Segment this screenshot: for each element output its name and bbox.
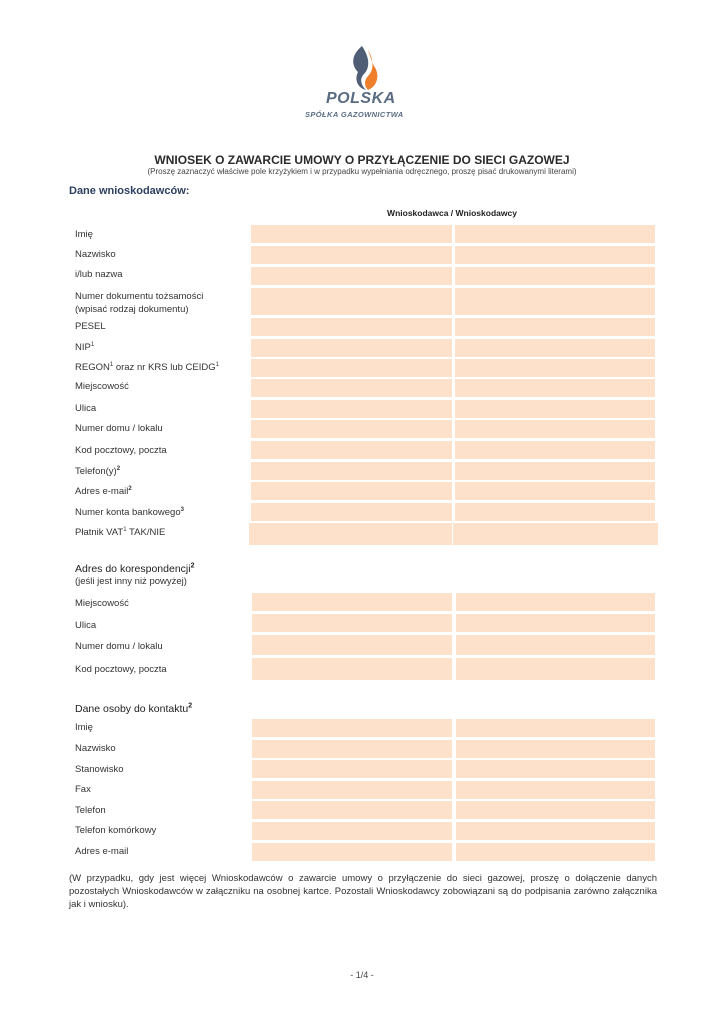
applicant-last-name-field-2[interactable] <box>455 246 655 264</box>
row-label-nip <box>75 341 94 354</box>
corr-row-label-city: Miejscowość <box>75 598 129 609</box>
contact-mobile-field-1[interactable] <box>252 822 452 840</box>
correspondence-heading-text: Adres do korespondencji <box>75 563 191 575</box>
corr-city-field-1[interactable] <box>252 593 452 611</box>
phone-footnote: 2 <box>116 465 121 472</box>
row-label-id-document <box>75 290 203 316</box>
contact-row-label-email: Adres e-mail <box>75 846 129 857</box>
corr-city-field-2[interactable] <box>456 593 655 611</box>
contact-position-field-1[interactable] <box>252 760 452 778</box>
applicant-first-name-field-1[interactable] <box>251 225 452 243</box>
contact-email-field-2[interactable] <box>456 843 655 861</box>
contact-row-label-mobile: Telefon komórkowy <box>75 825 157 836</box>
corr-postal-code-field-1[interactable] <box>252 658 452 680</box>
contact-row-label-first-name: Imię <box>75 722 93 733</box>
corr-house-number-field-2[interactable] <box>456 635 655 655</box>
row-label-city: Miejscowość <box>75 381 129 392</box>
bank-account-text: Numer konta bankowego <box>75 507 181 518</box>
applicant-phone-field-2[interactable] <box>455 462 655 480</box>
corr-house-number-field-1[interactable] <box>252 635 452 655</box>
contact-first-name-field-2[interactable] <box>456 719 655 737</box>
row-label-bank-account <box>75 506 184 519</box>
regon-footnote: 1 <box>109 361 114 368</box>
applicant-bank-account-field-1[interactable] <box>251 503 452 521</box>
applicant-email-field-1[interactable] <box>251 482 452 500</box>
applicant-email-field-2[interactable] <box>455 482 655 500</box>
document-title: WNIOSEK O ZAWARCIE UMOWY O PRZYŁĄCZENIE DO SIECI GAZOWEJ <box>154 153 570 167</box>
bank-account-footnote: 3 <box>180 506 184 513</box>
row-label-last-name: Nazwisko <box>75 249 116 260</box>
contact-row-label-phone: Telefon <box>75 805 106 816</box>
applicant-nip-field-2[interactable] <box>455 339 655 357</box>
company-logo <box>300 44 430 124</box>
regon-text-rest: oraz nr KRS lub CEIDG <box>113 362 216 373</box>
applicant-company-name-field-2[interactable] <box>455 267 655 285</box>
row-label-pesel: PESEL <box>75 321 106 332</box>
applicant-id-document-field-2[interactable] <box>455 288 655 315</box>
nip-footnote: 1 <box>90 341 95 348</box>
email-text: Adres e-mail <box>75 486 129 497</box>
vat-text: Płatnik VAT <box>75 527 124 538</box>
corr-postal-code-field-2[interactable] <box>456 658 655 680</box>
row-label-regon <box>75 361 219 374</box>
contact-row-label-fax: Fax <box>75 784 91 795</box>
corr-street-field-1[interactable] <box>252 614 452 632</box>
row-label-phone <box>75 465 120 478</box>
email-footnote: 2 <box>128 485 132 492</box>
applicant-postal-code-field-2[interactable] <box>455 441 655 459</box>
applicant-city-field-1[interactable] <box>251 379 452 397</box>
applicant-vat-payer-field-2[interactable] <box>453 523 658 545</box>
contact-phone-field-1[interactable] <box>252 801 452 819</box>
page-number: - 1/4 - <box>350 970 374 980</box>
contact-fax-field-2[interactable] <box>456 781 655 799</box>
contact-email-field-1[interactable] <box>252 843 452 861</box>
vat-footnote: 1 <box>123 526 127 533</box>
gas-flame-icon <box>344 44 384 92</box>
regon-text: REGON <box>75 362 110 373</box>
applicant-regon-field-1[interactable] <box>251 359 452 377</box>
applicants-column-header: Wnioskodawca / Wnioskodawcy <box>387 208 517 218</box>
applicant-house-number-field-2[interactable] <box>455 420 655 438</box>
contact-last-name-field-2[interactable] <box>456 740 655 758</box>
applicant-vat-payer-field-1[interactable] <box>249 523 452 545</box>
vat-text-rest: TAK/NIE <box>126 527 166 538</box>
row-label-vat-payer <box>75 526 165 539</box>
corr-row-label-street: Ulica <box>75 620 97 631</box>
applicant-nip-field-1[interactable] <box>251 339 452 357</box>
applicant-city-field-2[interactable] <box>455 379 655 397</box>
correspondence-footnote: 2 <box>190 562 195 570</box>
applicant-regon-field-2[interactable] <box>455 359 655 377</box>
applicant-street-field-2[interactable] <box>455 400 655 418</box>
applicant-pesel-field-2[interactable] <box>455 318 655 336</box>
row-label-house-number: Numer domu / lokalu <box>75 423 163 434</box>
applicant-street-field-1[interactable] <box>251 400 452 418</box>
regon-footnote-2: 1 <box>215 361 219 368</box>
contact-row-label-position: Stanowisko <box>75 764 124 775</box>
contact-footnote: 2 <box>188 702 193 710</box>
applicant-id-document-field-1[interactable] <box>251 288 452 315</box>
applicant-phone-field-1[interactable] <box>251 462 452 480</box>
contact-position-field-2[interactable] <box>456 760 655 778</box>
contact-mobile-field-2[interactable] <box>456 822 655 840</box>
applicant-house-number-field-1[interactable] <box>251 420 452 438</box>
additional-applicants-note: (W przypadku, gdy jest więcej Wnioskodawców o zawarcie umowy o przyłączenie do sieci gazowej, proszę o dołączenie danych pozostałych Wnioskodawców w załączniku na osobnej kartce. Pozostali Wnioskodawcy zobowiązani są do podpisania zarówno załącznika jak i wniosku). <box>69 873 657 910</box>
applicant-pesel-field-1[interactable] <box>251 318 452 336</box>
correspondence-heading <box>75 563 194 576</box>
contact-last-name-field-1[interactable] <box>252 740 452 758</box>
contact-heading <box>75 703 192 716</box>
applicant-last-name-field-1[interactable] <box>251 246 452 264</box>
contact-phone-field-2[interactable] <box>456 801 655 819</box>
logo-subtitle: SPÓŁKA GAZOWNICTWA <box>305 110 404 119</box>
row-label-street: Ulica <box>75 403 97 414</box>
row-label-id-document-line2: (wpisać rodzaj dokumentu) <box>75 304 189 315</box>
row-label-id-document-line1: Numer dokumentu tożsamości <box>75 291 204 302</box>
corr-row-label-postal-code: Kod pocztowy, poczta <box>75 664 167 675</box>
row-label-postal-code: Kod pocztowy, poczta <box>75 445 167 456</box>
nip-text: NIP <box>75 342 91 353</box>
applicant-first-name-field-2[interactable] <box>455 225 655 243</box>
correspondence-subheading: (jeśli jest inny niż powyżej) <box>75 576 187 587</box>
applicants-heading: Dane wnioskodawców: <box>69 185 190 197</box>
contact-heading-text: Dane osoby do kontaktu <box>75 703 189 715</box>
row-label-first-name: Imię <box>75 229 93 240</box>
contact-first-name-field-1[interactable] <box>252 719 452 737</box>
corr-street-field-2[interactable] <box>456 614 655 632</box>
contact-fax-field-1[interactable] <box>252 781 452 799</box>
applicant-bank-account-field-2[interactable] <box>455 503 655 521</box>
applicant-company-name-field-1[interactable] <box>251 267 452 285</box>
contact-row-label-last-name: Nazwisko <box>75 743 116 754</box>
document-subtitle: (Proszę zaznaczyć właściwe pole krzyżykiem i w przypadku wypełniania odręcznego, proszę pisać drukowanymi literami) <box>147 167 577 176</box>
corr-row-label-house-number: Numer domu / lokalu <box>75 641 163 652</box>
applicant-postal-code-field-1[interactable] <box>251 441 452 459</box>
row-label-email <box>75 485 132 498</box>
phone-text: Telefon(y) <box>75 466 117 477</box>
row-label-company-name: i/lub nazwa <box>75 269 123 280</box>
logo-wordmark: POLSKA <box>326 90 396 107</box>
